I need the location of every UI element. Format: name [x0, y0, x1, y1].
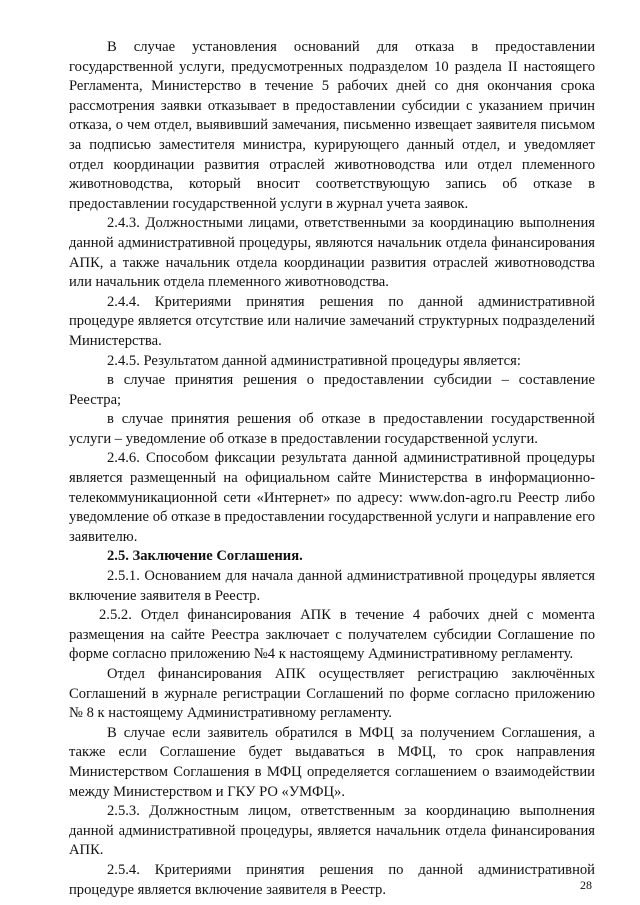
paragraph-2-4-6: 2.4.6. Способом фиксации результата данной административной процедуры является размещенный на официальном сайте Министерства в информационно-телекоммуникационной сети «Интернет» по адресу: www.don-agro.ru Реестр либо уведомление об отказе в предоставлении государственной услуги и направление его заявителю. — [69, 450, 595, 545]
paragraph-2-5-1: 2.5.1. Основанием для начала данной административной процедуры является включение заявителя в Реестр. — [69, 568, 595, 604]
paragraph-2-4-3: 2.4.3. Должностными лицами, ответственными за координацию выполнения данной административной процедуры, являются начальник отдела финансирования АПК, а также начальник отдела координации развития отраслей животноводства или начальник отдела племенного животноводства. — [69, 215, 595, 291]
paragraph-2-5-2: 2.5.2. Отдел финансирования АПК в течение 4 рабочих дней с момента размещения на сайте Реестра заключает с получателем субсидии Соглашение по форме согласно приложению №4 к настоящему Административному регламенту. — [69, 607, 595, 663]
section-heading-2-5: 2.5. Заключение Соглашения. — [107, 548, 303, 565]
paragraph-2-5-3: 2.5.3. Должностным лицом, ответственным за координацию выполнения данной административной процедуры, является начальник отдела финансирования АПК. — [69, 803, 595, 859]
paragraph-result-subsidy: в случае принятия решения о предоставлении субсидии – составление Реестра; — [69, 372, 595, 408]
paragraph-2-4-5: 2.4.5. Результатом данной административной процедуры является: — [107, 352, 521, 369]
paragraph-result-refusal: в случае принятия решения об отказе в предоставлении государственной услуги – уведомление об отказе в предоставлении государственной услуги. — [69, 411, 595, 447]
paragraph-2-5-4: 2.5.4. Критериями принятия решения по данной административной процедуре является включение заявителя в Реестр. — [69, 861, 595, 898]
paragraph-mfc: В случае если заявитель обратился в МФЦ за получением Соглашения, а также если Соглашение будет выдаваться в МФЦ, то срок направления Министерством Соглашения в МФЦ определяется соглашением о взаимодействии между Министерством и ГКУ РО «УМФЦ». — [69, 724, 595, 800]
page-number: 28 — [580, 878, 592, 892]
document-body — [69, 38, 595, 900]
paragraph-registration: Отдел финансирования АПК осуществляет регистрацию заключённых Соглашений в журнале регистрации Соглашений по форме согласно приложению № 8 к настоящему Административному регламенту. — [69, 666, 595, 722]
paragraph-refusal-case: В случае установления оснований для отказа в предоставлении государственной услуги, предусмотренных подразделом 10 раздела II настоящего Регламента, Министерство в течение 5 рабочих дней со дня окончания срока рассмотрения заявки отказывает в предоставлении субсидии с указанием причин отказа, о чем отдел, выявивший замечания, письменно извещает заявителя письмом за подписью заместителя министра, курирующего данный отдел, и уведомляет отдел координации развития отраслей животноводства или отдел племенного животноводства, который вносит соответствующую запись об отказе в предоставлении государственной услуги в журнал учета заявок. — [69, 39, 595, 212]
paragraph-2-4-4: 2.4.4. Критериями принятия решения по данной административной процедуре является отсутствие или наличие замечаний структурных подразделений Министерства. — [69, 293, 595, 349]
